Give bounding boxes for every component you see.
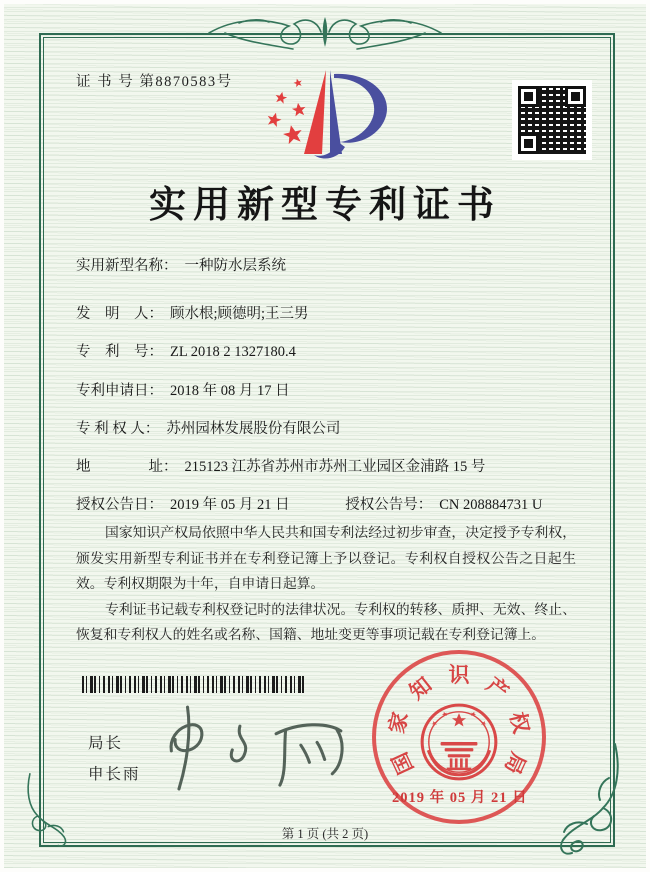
seal-ring-character: 识 [448, 663, 470, 687]
certificate-title: 实用新型专利证书 [149, 185, 501, 226]
body-paragraph-2: 专利证书记载专利权登记时的法律状况。专利权的转移、质押、无效、终止、恢复和专利权人的姓名或名称、国籍、地址变更等事项记载在专利登记簿上。 [76, 601, 576, 643]
seal-ring-character: 权 [505, 709, 534, 736]
field-grant-date-and-number [76, 493, 542, 514]
field-value: CN 208884731 U [439, 497, 543, 513]
seal-ring-character: 产 [481, 672, 514, 705]
field-label: 地 址： [76, 459, 178, 475]
field-value: 2018 年 08 月 17 日 [170, 383, 290, 399]
field-utility-model-name [76, 254, 286, 275]
commissioner-title: 局长 [88, 735, 124, 752]
seal-ring-character: 国 [387, 748, 419, 778]
certificate-body-text [76, 520, 576, 648]
top-border-ornament-icon [205, 9, 445, 57]
field-value: 顾水根;顾德明;王三男 [170, 306, 309, 322]
field-label: 专 利 权 人： [76, 421, 160, 437]
national-emblem-icon [416, 699, 502, 785]
field-address [76, 455, 485, 476]
field-value: ZL 2018 2 1327180.4 [170, 344, 296, 360]
barcode [82, 676, 306, 693]
field-label: 发 明 人： [76, 306, 163, 322]
seal-ring-character: 局 [499, 748, 531, 778]
cnipa-patent-logo-icon [252, 58, 412, 168]
commissioner-name: 申长雨 [88, 766, 141, 783]
commissioner-signature-icon [158, 700, 358, 798]
field-patentee [76, 417, 340, 438]
field-value: 215123 江苏省苏州市苏州工业园区金浦路 15 号 [184, 459, 486, 475]
field-filing-date [76, 379, 290, 400]
field-label: 实用新型名称： [76, 258, 178, 274]
commissioner-block [88, 728, 141, 790]
qr-finder-top-right [565, 86, 586, 107]
qr-finder-top-left [518, 86, 539, 107]
field-label: 授权公告号： [345, 497, 433, 513]
field-label: 授权公告日： [76, 497, 163, 513]
field-value: 苏州园林发展股份有限公司 [166, 421, 341, 437]
qr-finder-bottom-left [518, 133, 539, 154]
field-label: 专利申请日： [76, 383, 163, 399]
seal-ring-character: 家 [384, 709, 413, 736]
qr-code [516, 84, 588, 156]
field-inventor [76, 302, 309, 323]
field-value: 2019 年 05 月 21 日 [170, 497, 290, 513]
page-number: 第 1 页 (共 2 页) [281, 827, 369, 841]
certificate-number: 证 书 号 第8870583号 [76, 74, 233, 90]
seal-ring-character: 知 [404, 672, 437, 705]
field-patent-number [76, 340, 296, 361]
seal-date: 2019 年 05 月 21 日 [392, 790, 528, 806]
field-label: 专 利 号： [76, 344, 163, 360]
field-value: 一种防水层系统 [184, 258, 286, 274]
body-paragraph-1: 国家知识产权局依照中华人民共和国专利法经过初步审查，决定授予专利权，颁发实用新型专利证书并在专利登记簿上予以登记。专利权自授权公告之日起生效。专利权期限为十年，自申请日起算。 [76, 525, 576, 592]
